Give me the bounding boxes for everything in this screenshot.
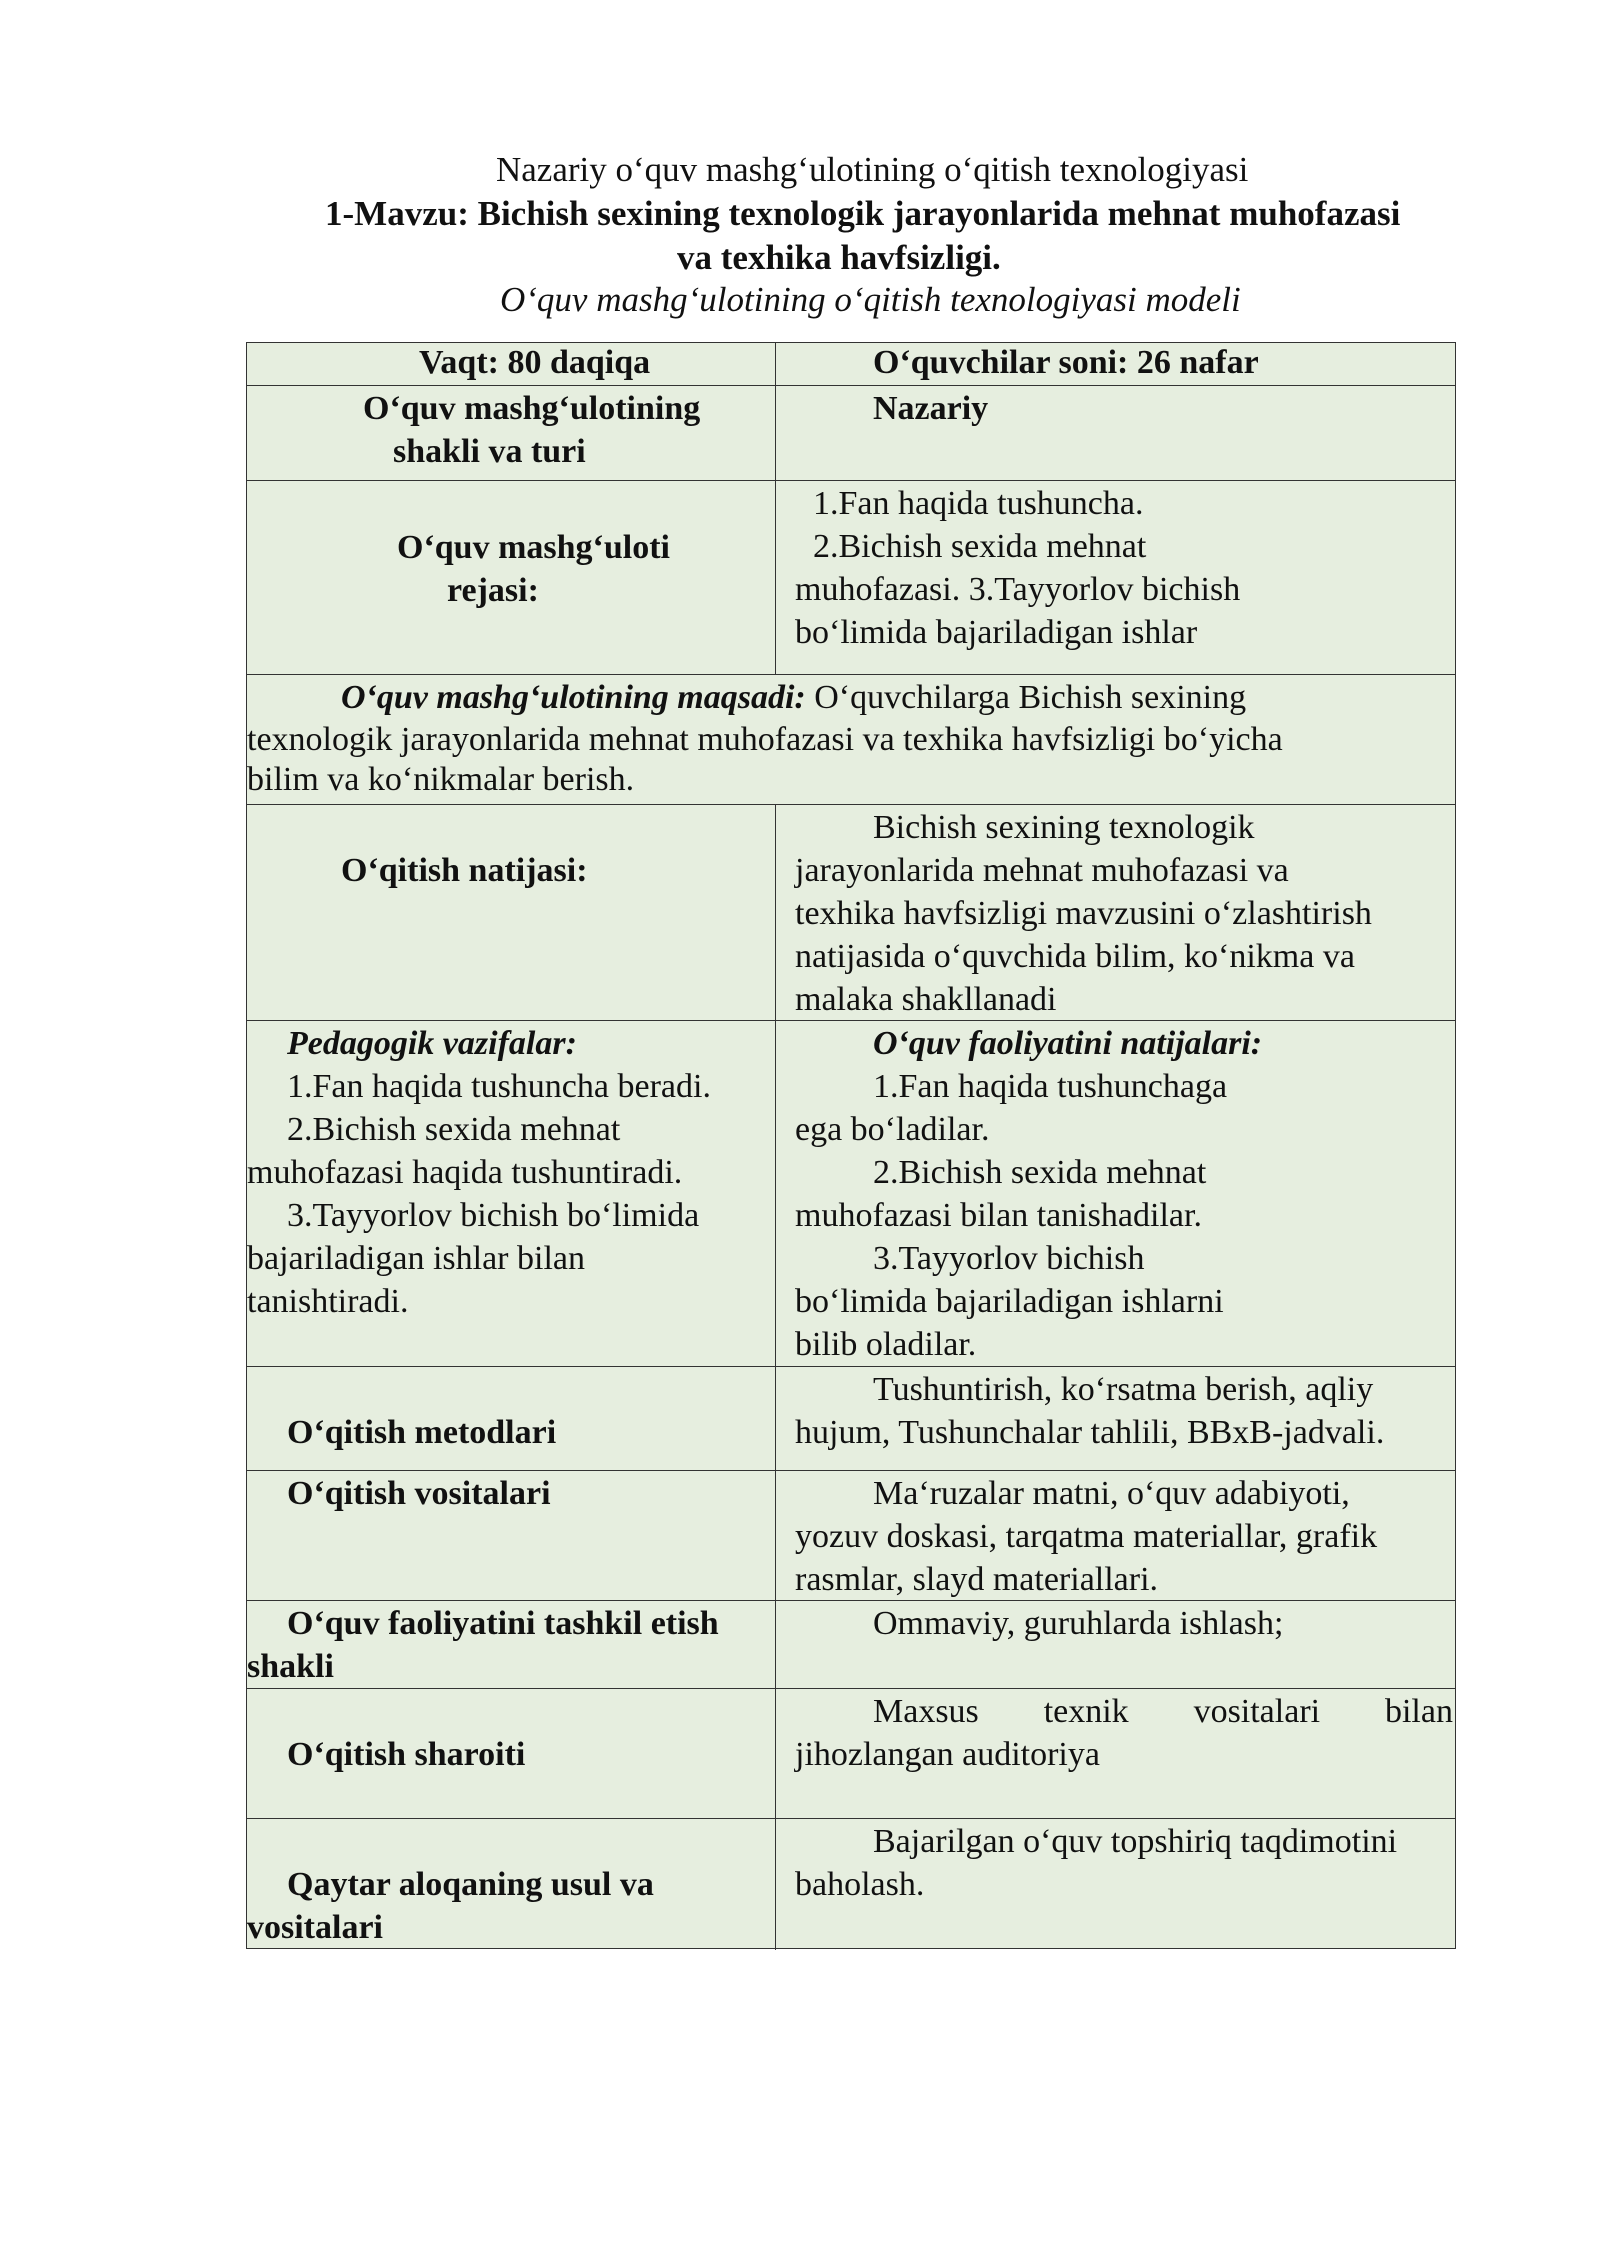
goal-text: texnologik jarayonlarida mehnat muhofazasi va texhika havfsizligi bo‘yicha xyxy=(247,721,1283,758)
row-divider xyxy=(247,480,1455,481)
task-line: tanishtiradi. xyxy=(247,1283,409,1320)
organization-label: O‘quv faoliyatini tashkil etish xyxy=(287,1605,719,1642)
outcome-line: bo‘limida bajariladigan ishlarni xyxy=(795,1283,1224,1320)
document-title: Nazariy o‘quv mashg‘ulotining o‘qitish texnologiyasi xyxy=(496,150,1249,189)
outcome-line: 2.Bichish sexida mehnat xyxy=(873,1154,1207,1191)
row-divider xyxy=(247,1688,1455,1689)
goal-label: O‘quv mashg‘ulotining maqsadi: xyxy=(341,679,806,716)
result-line: malaka shakllanadi xyxy=(795,981,1057,1018)
result-label: O‘qitish natijasi: xyxy=(341,852,588,889)
task-line: 3.Tayyorlov bichish bo‘limida xyxy=(287,1197,700,1234)
goal-text: bilim va ko‘nikmalar berish. xyxy=(247,761,635,798)
row-divider xyxy=(247,674,1455,675)
lesson-model-table xyxy=(246,342,1456,1949)
means-label: O‘qitish vositalari xyxy=(287,1475,551,1512)
feedback-line: Bajarilgan o‘quv topshiriq taqdimotini xyxy=(873,1823,1398,1860)
column-divider xyxy=(775,804,776,1950)
row-divider xyxy=(247,1818,1455,1819)
result-line: Bichish sexining texnologik xyxy=(873,809,1255,846)
model-subtitle: O‘quv mashg‘ulotining o‘qitish texnologiyasi modeli xyxy=(500,280,1241,319)
result-line: jarayonlarida mehnat muhofazasi va xyxy=(795,852,1289,889)
goal-text: O‘quvchilarga Bichish sexining xyxy=(805,679,1247,716)
outcome-line: 3.Tayyorlov bichish xyxy=(873,1240,1145,1277)
outcome-line: ega bo‘ladilar. xyxy=(795,1111,990,1148)
topic-title-line-1: 1-Mavzu: Bichish sexining texnologik jarayonlarida mehnat muhofazasi xyxy=(325,194,1401,233)
conditions-line xyxy=(873,1690,1453,1733)
goal-paragraph xyxy=(341,676,1246,719)
methods-line: Tushuntirish, ko‘rsatma berish, aqliy xyxy=(873,1371,1374,1408)
outcome-line: muhofazasi bilan tanishadilar. xyxy=(795,1197,1202,1234)
methods-label: O‘qitish metodlari xyxy=(287,1414,557,1451)
means-line: rasmlar, slayd materiallari. xyxy=(795,1561,1159,1598)
outcome-line: 1.Fan haqida tushunchaga xyxy=(873,1068,1228,1105)
task-line: bajariladigan ishlar bilan xyxy=(247,1240,585,1277)
methods-line: hujum, Tushunchalar tahlili, BBxB-jadvali. xyxy=(795,1414,1385,1451)
means-line: yozuv doskasi, tarqatma materiallar, grafik xyxy=(795,1518,1378,1555)
feedback-label: Qaytar aloqaning usul va xyxy=(287,1866,654,1903)
task-line: 1.Fan haqida tushuncha beradi. xyxy=(287,1068,711,1105)
organization-label: shakli xyxy=(247,1648,334,1685)
plan-line: bo‘limida bajariladigan ishlar xyxy=(795,614,1198,651)
column-divider xyxy=(775,343,776,674)
tasks-title: Pedagogik vazifalar: xyxy=(287,1025,577,1062)
time-cell: Vaqt: 80 daqiqa xyxy=(419,344,651,381)
form-value: Nazariy xyxy=(873,390,989,427)
conditions-line: jihozlangan auditoriya xyxy=(795,1736,1100,1773)
row-divider xyxy=(247,385,1455,386)
outcome-line: bilib oladilar. xyxy=(795,1326,977,1363)
plan-line: 1.Fan haqida tushuncha. xyxy=(813,485,1144,522)
conditions-word: bilan xyxy=(1384,1693,1453,1730)
form-label: shakli va turi xyxy=(393,433,586,470)
row-divider xyxy=(247,1366,1455,1367)
row-divider xyxy=(247,804,1455,805)
plan-label: rejasi: xyxy=(447,572,539,609)
form-label: O‘quv mashg‘ulotining xyxy=(363,390,701,427)
means-line: Ma‘ruzalar matni, o‘quv adabiyoti, xyxy=(873,1475,1350,1512)
plan-line: 2.Bichish sexida mehnat xyxy=(813,528,1147,565)
outcomes-title: O‘quv faoliyatini natijalari: xyxy=(873,1025,1263,1062)
task-line: 2.Bichish sexida mehnat xyxy=(287,1111,621,1148)
topic-title-line-2: va texhika havfsizligi. xyxy=(677,238,1001,277)
result-line: texhika havfsizligi mavzusini o‘zlashtirish xyxy=(795,895,1372,932)
feedback-label: vositalari xyxy=(247,1909,383,1946)
plan-line: muhofazasi. 3.Tayyorlov bichish xyxy=(795,571,1241,608)
feedback-line: baholash. xyxy=(795,1866,925,1903)
result-line: natijasida o‘quvchida bilim, ko‘nikma va xyxy=(795,938,1355,975)
organization-value: Ommaviy, guruhlarda ishlash; xyxy=(873,1605,1284,1642)
plan-label: O‘quv mashg‘uloti xyxy=(397,529,670,566)
row-divider xyxy=(247,1470,1455,1471)
conditions-word: vositalari xyxy=(1193,1693,1321,1730)
students-cell: O‘quvchilar soni: 26 nafar xyxy=(873,344,1259,381)
conditions-word: texnik xyxy=(1043,1693,1129,1730)
conditions-word: Maxsus xyxy=(873,1693,979,1730)
conditions-label: O‘qitish sharoiti xyxy=(287,1736,526,1773)
task-line: muhofazasi haqida tushuntiradi. xyxy=(247,1154,683,1191)
